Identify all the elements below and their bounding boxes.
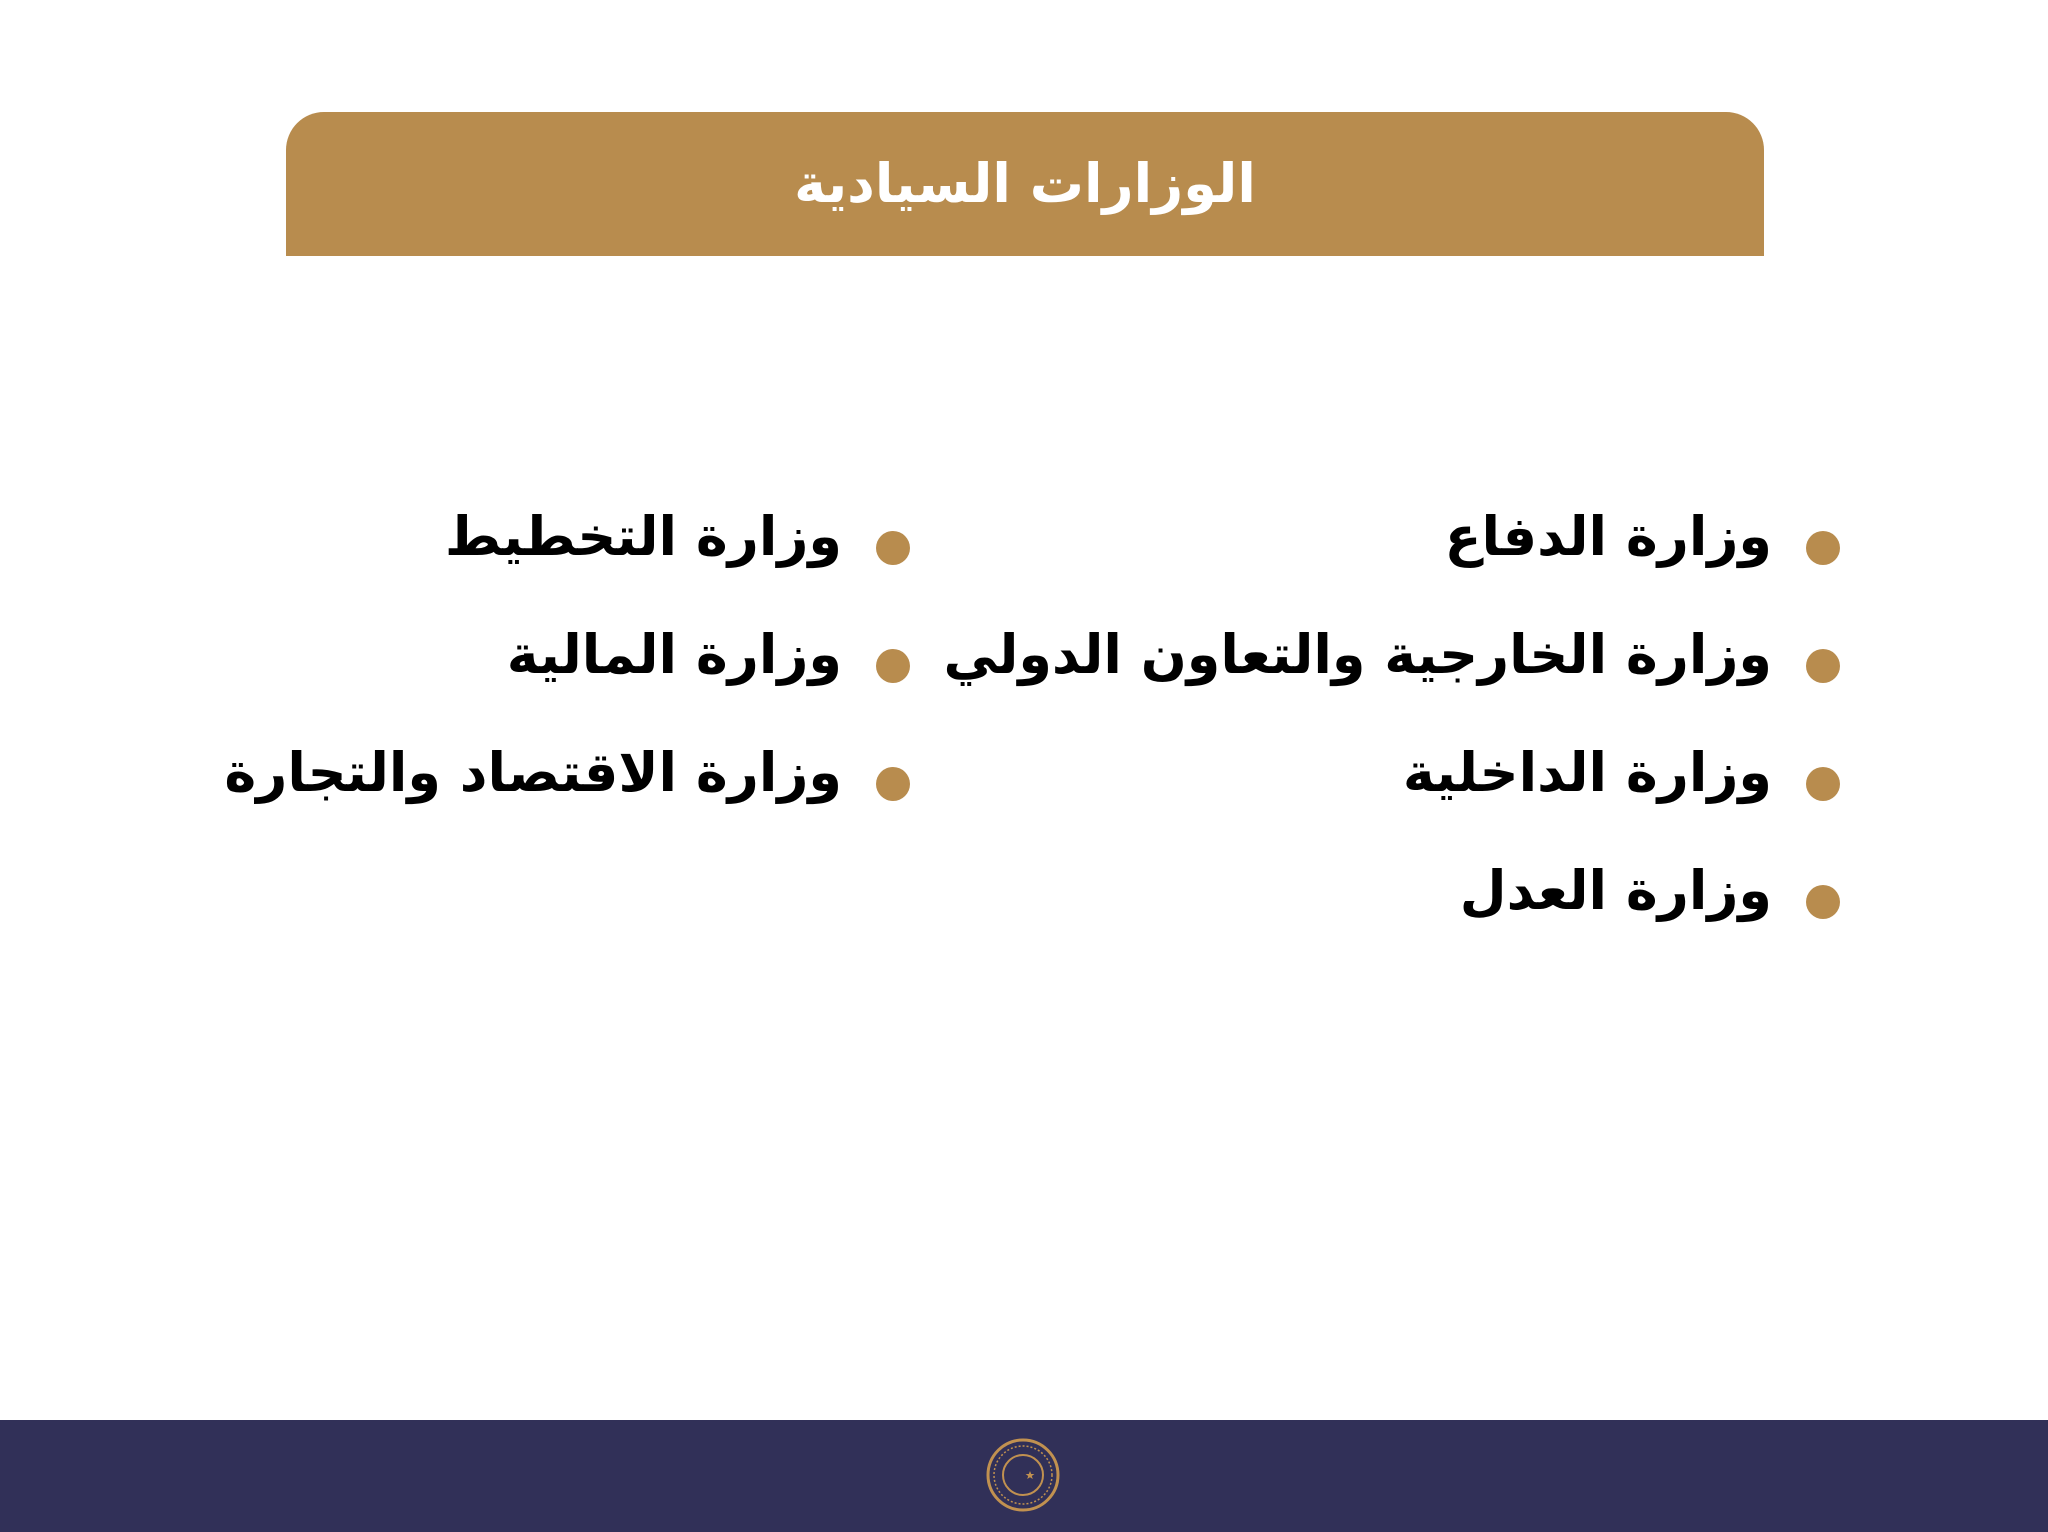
list-item [224,478,910,596]
ministries-list-left [224,478,910,832]
ministry-label: وزارة المالية [506,623,842,686]
list-item [943,832,1840,950]
ministries-list-right [943,478,1840,950]
state-emblem-icon [986,1438,1060,1512]
bullet-icon [876,649,910,683]
list-item [224,596,910,714]
list-item [943,478,1840,596]
list-item [943,714,1840,832]
list-item [943,596,1840,714]
ministry-label: وزارة الداخلية [1402,741,1772,804]
bullet-icon [1806,767,1840,801]
section-title: الوزارات السيادية [794,152,1256,215]
list-item [224,714,910,832]
ministry-label: وزارة العدل [1459,859,1772,922]
section-header [286,112,1764,256]
ministry-label: وزارة التخطيط [444,505,842,568]
ministry-label: وزارة الدفاع [1444,505,1772,568]
bullet-icon [1806,531,1840,565]
ministry-label: وزارة الخارجية والتعاون الدولي [943,623,1772,686]
bullet-icon [1806,885,1840,919]
ministry-label: وزارة الاقتصاد والتجارة [224,741,842,804]
bullet-icon [876,767,910,801]
bullet-icon [1806,649,1840,683]
bullet-icon [876,531,910,565]
